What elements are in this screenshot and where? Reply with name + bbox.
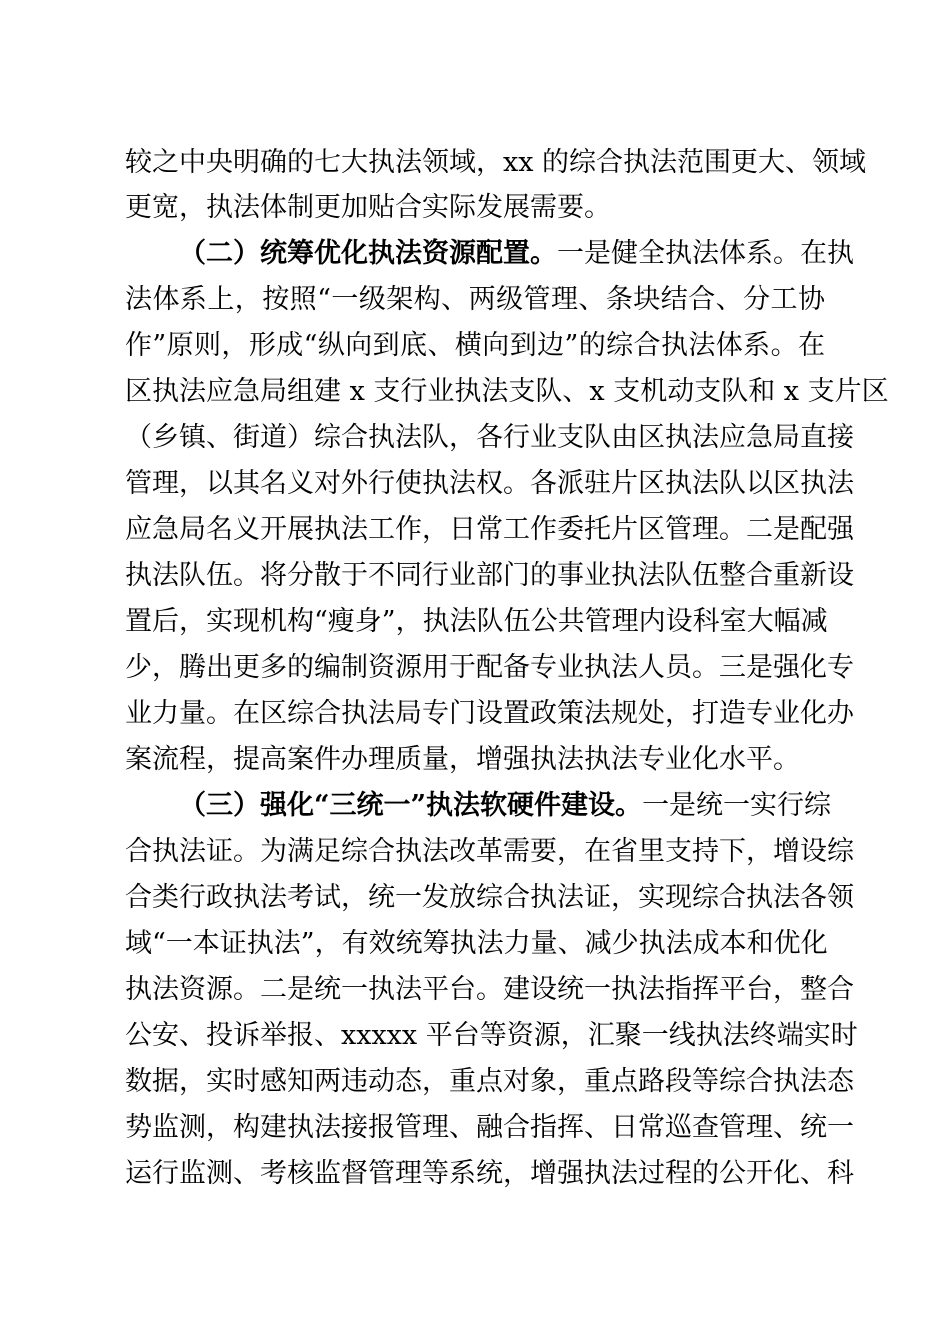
paragraph-text: 一是统一实行综	[642, 790, 832, 821]
paragraph-line: 作”原则，形成“纵向到底、横向到边”的综合执法体系。在	[125, 330, 825, 361]
paragraph-line: 公安、投诉举报、xxxxx 平台等资源，汇聚一线执法终端实时	[125, 1020, 858, 1051]
paragraph-line: 势监测，构建执法接报管理、融合指挥、日常巡查管理、统一	[125, 1112, 854, 1143]
paragraph-line: 案流程，提高案件办理质量，增强执法执法专业化水平。	[125, 744, 800, 775]
paragraph-line: 较之中央明确的七大执法领域，xx 的综合执法范围更大、领域	[125, 147, 867, 178]
paragraph-text: 一是健全执法体系。在执	[557, 238, 854, 269]
paragraph-line: 业力量。在区综合执法局专门设置政策法规处，打造专业化办	[125, 698, 854, 729]
paragraph-line: 法体系上，按照“一级架构、两级管理、条块结合、分工协	[125, 284, 825, 315]
paragraph-first-line	[179, 234, 854, 274]
section-heading: （二）统筹优化执法资源配置。	[179, 238, 557, 269]
paragraph-line: 执法资源。二是统一执法平台。建设统一执法指挥平台，整合	[125, 974, 854, 1005]
paragraph-line: 执法队伍。将分散于不同行业部门的事业执法队伍整合重新设	[125, 560, 854, 591]
paragraph-line: 置后，实现机构“瘦身”，执法队伍公共管理内设科室大幅减	[125, 606, 828, 637]
paragraph-line: 域“一本证执法”，有效统筹执法力量、减少执法成本和优化	[125, 928, 828, 959]
paragraph-line: 应急局名义开展执法工作，日常工作委托片区管理。二是配强	[125, 514, 854, 545]
paragraph-line: 数据，实时感知两违动态，重点对象，重点路段等综合执法态	[125, 1066, 854, 1097]
paragraph-line: 更宽，执法体制更加贴合实际发展需要。	[125, 192, 611, 223]
paragraph-line: 合执法证。为满足综合执法改革需要，在省里支持下，增设综	[125, 836, 854, 867]
paragraph-line: 运行监测、考核监督管理等系统，增强执法过程的公开化、科	[125, 1158, 854, 1189]
section-heading: （三）强化“三统一”执法软硬件建设。	[179, 790, 643, 821]
paragraph-first-line	[179, 786, 832, 826]
paragraph-line: 区执法应急局组建 x 支行业执法支队、x 支机动支队和 x 支片区	[125, 376, 889, 407]
paragraph-line: 管理，以其名义对外行使执法权。各派驻片区执法队以区执法	[125, 468, 854, 499]
paragraph-line: （乡镇、街道）综合执法队，各行业支队由区执法应急局直接	[125, 422, 854, 453]
paragraph-line: 少，腾出更多的编制资源用于配备专业执法人员。三是强化专	[125, 652, 854, 683]
paragraph-line: 合类行政执法考试，统一发放综合执法证，实现综合执法各领	[125, 882, 854, 913]
